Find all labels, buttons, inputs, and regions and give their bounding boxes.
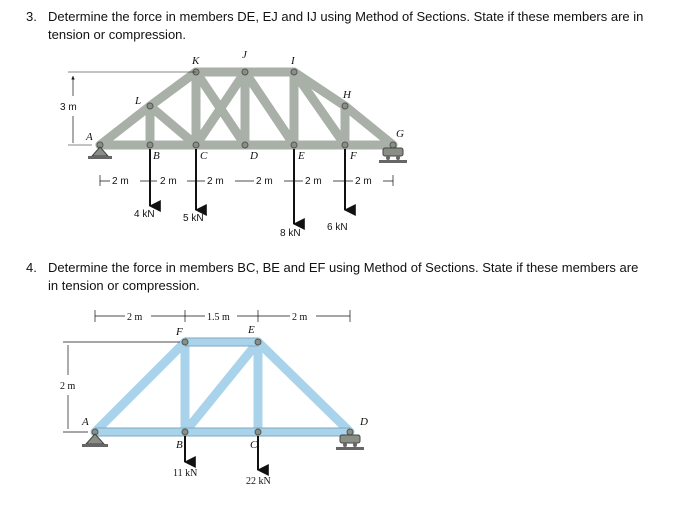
problem-4-line1: Determine the force in members BC, BE and EF using Method of Sections. State if these members are [48, 260, 639, 275]
node-E-4: E [248, 324, 255, 336]
node-C: C [200, 150, 208, 162]
member-IF [294, 72, 345, 145]
node-A-4: A [82, 416, 89, 428]
problem-3-line2: tension or compression. [48, 27, 187, 42]
support-D-roller-4 [336, 435, 364, 450]
truss-4-members [95, 342, 350, 432]
node-C-4: C [250, 439, 258, 451]
support-G-roller [379, 148, 407, 163]
member-ED [258, 342, 350, 432]
load-label-8kN: 8 kN [280, 228, 301, 239]
member-BE [185, 342, 258, 432]
node-A: A [86, 131, 93, 143]
member-AF [95, 342, 185, 432]
member-LK [150, 72, 196, 106]
node-K: K [192, 55, 200, 67]
truss-problem-3 [60, 49, 407, 239]
spacing-label-2: 2 m [160, 176, 177, 187]
height-dimension-4 [63, 342, 180, 432]
load-label-11kN: 11 kN [173, 468, 198, 479]
height-label-3: 3 m [60, 102, 77, 113]
load-label-22kN: 22 kN [246, 476, 271, 487]
load-label-5kN: 5 kN [183, 213, 204, 224]
node-B-4: B [176, 439, 183, 451]
spacing-label-right: 2 m [292, 312, 308, 323]
spacing-label-5: 2 m [305, 176, 322, 187]
node-D: D [250, 150, 258, 162]
node-D-4: D [360, 416, 368, 428]
problem-4-number: 4. [26, 260, 37, 275]
problem-3-number: 3. [26, 9, 37, 24]
node-H: H [343, 89, 351, 101]
spacing-label-1: 2 m [112, 176, 129, 187]
node-F: F [350, 150, 357, 162]
node-F-4: F [176, 326, 183, 338]
truss-problem-4 [60, 310, 368, 487]
truss-3-members [100, 72, 393, 145]
node-J: J [242, 49, 247, 61]
load-label-6kN: 6 kN [327, 222, 348, 233]
node-G: G [396, 128, 404, 140]
node-E: E [298, 150, 305, 162]
spacing-label-middle: 1.5 m [207, 312, 230, 323]
spacing-label-6: 2 m [355, 176, 372, 187]
height-label-4: 2 m [60, 381, 76, 392]
node-L: L [135, 95, 142, 107]
spacing-label-left: 2 m [127, 312, 143, 323]
node-I: I [291, 55, 295, 67]
spacing-label-3: 2 m [207, 176, 224, 187]
load-label-4kN: 4 kN [134, 209, 155, 220]
spacing-label-4: 2 m [256, 176, 273, 187]
member-AL [100, 106, 150, 145]
member-HG [345, 106, 393, 145]
node-B: B [153, 150, 160, 162]
member-JE [245, 72, 294, 145]
problem-3-line1: Determine the force in members DE, EJ and IJ using Method of Sections. State if these members are in [48, 9, 644, 24]
problem-4-line2: in tension or compression. [48, 278, 200, 293]
spacing-dimension-3 [100, 175, 393, 186]
member-LC [150, 106, 196, 145]
